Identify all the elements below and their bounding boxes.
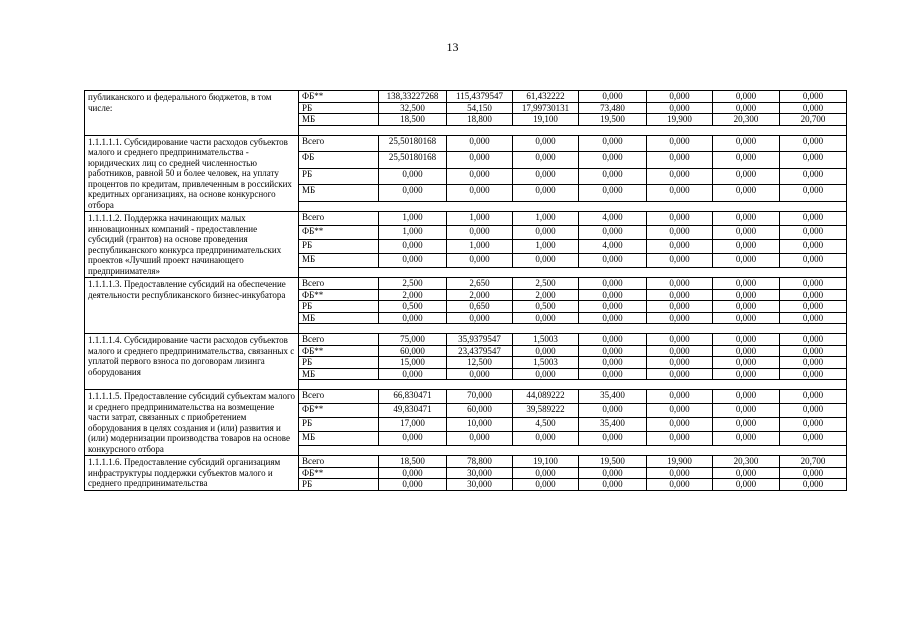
amount-cell: 0,000 xyxy=(447,254,513,268)
funding-source: МБ xyxy=(299,185,379,202)
amount-cell: 0,000 xyxy=(713,226,780,240)
amount-cell: 60,000 xyxy=(379,345,447,357)
amount-cell: 0,000 xyxy=(713,418,780,432)
amount-cell: 0,000 xyxy=(780,479,847,491)
amount-cell: 20,700 xyxy=(780,456,847,468)
amount-cell: 0,000 xyxy=(713,135,780,152)
amount-cell: 0,000 xyxy=(513,312,579,324)
amount-cell: 0,000 xyxy=(780,357,847,369)
measure-description: 1.1.1.1.3. Предоставление субсидий на обеспечение деятельности республиканского бизнес-инкубатора xyxy=(85,278,299,334)
amount-cell: 2,500 xyxy=(379,278,447,290)
amount-cell: 18,800 xyxy=(447,114,513,126)
amount-cell: 0,000 xyxy=(647,152,713,169)
amount-cell: 0,000 xyxy=(713,168,780,185)
amount-cell: 0,000 xyxy=(780,418,847,432)
amount-cell: 0,000 xyxy=(713,289,780,301)
amount-cell: 0,000 xyxy=(713,278,780,290)
amount-cell: 18,500 xyxy=(379,114,447,126)
funding-source: ФБ** xyxy=(299,91,379,103)
amount-cell: 0,000 xyxy=(713,334,780,346)
amount-cell: 1,5003 xyxy=(513,334,579,346)
funding-source: ФБ** xyxy=(299,289,379,301)
amount-cell: 0,000 xyxy=(647,168,713,185)
amount-cell: 0,000 xyxy=(579,404,647,418)
amount-cell: 0,000 xyxy=(579,432,647,446)
funding-source: Всего xyxy=(299,212,379,226)
amount-cell: 0,000 xyxy=(447,168,513,185)
amount-cell: 0,000 xyxy=(647,368,713,380)
amount-cell: 0,000 xyxy=(513,254,579,268)
amount-cell: 0,000 xyxy=(579,312,647,324)
table-row xyxy=(85,334,847,346)
amount-cell: 0,000 xyxy=(579,254,647,268)
amount-cell: 0,000 xyxy=(379,432,447,446)
amount-cell: 0,000 xyxy=(513,432,579,446)
amount-cell: 0,000 xyxy=(647,226,713,240)
amount-cell: 0,000 xyxy=(713,254,780,268)
amount-cell: 0,000 xyxy=(513,168,579,185)
amount-cell: 0,000 xyxy=(713,185,780,202)
amount-cell: 61,432222 xyxy=(513,91,579,103)
amount-cell: 0,000 xyxy=(780,185,847,202)
amount-cell: 0,000 xyxy=(780,312,847,324)
amount-cell: 0,000 xyxy=(579,226,647,240)
funding-source: ФБ** xyxy=(299,226,379,240)
amount-cell: 0,000 xyxy=(447,135,513,152)
amount-cell: 1,5003 xyxy=(513,357,579,369)
amount-cell: 19,100 xyxy=(513,456,579,468)
amount-cell: 19,900 xyxy=(647,114,713,126)
amount-cell: 0,000 xyxy=(579,91,647,103)
amount-cell: 115,4379547 xyxy=(447,91,513,103)
amount-cell: 0,000 xyxy=(647,135,713,152)
amount-cell: 2,000 xyxy=(447,289,513,301)
amount-cell: 20,700 xyxy=(780,114,847,126)
amount-cell: 2,650 xyxy=(447,278,513,290)
amount-cell: 0,000 xyxy=(579,368,647,380)
amount-cell: 0,000 xyxy=(780,404,847,418)
amount-cell: 0,000 xyxy=(647,404,713,418)
amount-cell: 0,000 xyxy=(647,289,713,301)
amount-cell: 0,000 xyxy=(513,368,579,380)
amount-cell: 0,000 xyxy=(780,345,847,357)
amount-cell: 0,000 xyxy=(780,368,847,380)
amount-cell: 0,000 xyxy=(513,345,579,357)
funding-source: РБ xyxy=(299,240,379,254)
amount-cell: 1,000 xyxy=(379,226,447,240)
amount-cell: 0,000 xyxy=(647,334,713,346)
amount-cell: 0,000 xyxy=(647,301,713,313)
spacer-cell xyxy=(299,202,847,212)
amount-cell: 0,500 xyxy=(513,301,579,313)
funding-source: РБ xyxy=(299,102,379,114)
table-row xyxy=(85,91,847,103)
amount-cell: 0,000 xyxy=(647,418,713,432)
amount-cell: 1,000 xyxy=(447,240,513,254)
funding-source: МБ xyxy=(299,368,379,380)
amount-cell: 0,000 xyxy=(513,226,579,240)
table-row xyxy=(85,212,847,226)
amount-cell: 0,000 xyxy=(780,467,847,479)
amount-cell: 0,000 xyxy=(713,212,780,226)
amount-cell: 2,500 xyxy=(513,278,579,290)
amount-cell: 35,400 xyxy=(579,418,647,432)
amount-cell: 17,99730131 xyxy=(513,102,579,114)
amount-cell: 0,000 xyxy=(647,278,713,290)
amount-cell: 0,000 xyxy=(713,432,780,446)
amount-cell: 0,000 xyxy=(780,102,847,114)
spacer-cell xyxy=(299,446,847,456)
measure-description: 1.1.1.1.5. Предоставление субсидий субъектам малого и среднего предпринимательства на возмещение части затрат, связанных с приобретением оборудования в целях создания и (или) развития и (или) модернизации производства товаров на основе конкурсного отбора xyxy=(85,390,299,456)
amount-cell: 1,000 xyxy=(447,212,513,226)
amount-cell: 4,000 xyxy=(579,240,647,254)
funding-source: Всего xyxy=(299,334,379,346)
amount-cell: 39,589222 xyxy=(513,404,579,418)
amount-cell: 0,000 xyxy=(713,404,780,418)
amount-cell: 60,000 xyxy=(447,404,513,418)
amount-cell: 0,000 xyxy=(379,185,447,202)
amount-cell: 10,000 xyxy=(447,418,513,432)
amount-cell: 0,000 xyxy=(780,278,847,290)
amount-cell: 0,000 xyxy=(780,152,847,169)
amount-cell: 78,800 xyxy=(447,456,513,468)
funding-source: МБ xyxy=(299,254,379,268)
amount-cell: 0,000 xyxy=(780,240,847,254)
funding-source: Всего xyxy=(299,135,379,152)
amount-cell: 0,000 xyxy=(780,334,847,346)
amount-cell: 0,000 xyxy=(780,168,847,185)
amount-cell: 15,000 xyxy=(379,357,447,369)
amount-cell: 0,000 xyxy=(379,368,447,380)
amount-cell: 32,500 xyxy=(379,102,447,114)
amount-cell: 0,650 xyxy=(447,301,513,313)
amount-cell: 0,000 xyxy=(713,312,780,324)
amount-cell: 0,000 xyxy=(447,368,513,380)
amount-cell: 0,000 xyxy=(447,185,513,202)
amount-cell: 30,000 xyxy=(447,467,513,479)
funding-source: РБ xyxy=(299,418,379,432)
amount-cell: 1,000 xyxy=(513,212,579,226)
amount-cell: 0,000 xyxy=(579,278,647,290)
amount-cell: 0,000 xyxy=(713,479,780,491)
amount-cell: 0,000 xyxy=(447,432,513,446)
amount-cell: 70,000 xyxy=(447,390,513,404)
measure-description: 1.1.1.1.4. Субсидирование части расходов субъектов малого и среднего предпринимательства, связанных с уплатой первого взноса по договорам лизинга оборудования xyxy=(85,334,299,390)
amount-cell: 0,000 xyxy=(447,226,513,240)
amount-cell: 0,000 xyxy=(780,212,847,226)
budget-table xyxy=(84,90,847,491)
funding-source: МБ xyxy=(299,432,379,446)
amount-cell: 0,000 xyxy=(579,479,647,491)
amount-cell: 2,000 xyxy=(379,289,447,301)
amount-cell: 4,000 xyxy=(579,212,647,226)
funding-source: Всего xyxy=(299,456,379,468)
table-row xyxy=(85,135,847,152)
funding-source: ФБ** xyxy=(299,467,379,479)
amount-cell: 19,900 xyxy=(647,456,713,468)
amount-cell: 0,000 xyxy=(780,135,847,152)
amount-cell: 0,000 xyxy=(579,334,647,346)
amount-cell: 0,000 xyxy=(713,345,780,357)
spacer-cell xyxy=(299,380,847,390)
amount-cell: 0,000 xyxy=(579,467,647,479)
amount-cell: 66,830471 xyxy=(379,390,447,404)
amount-cell: 0,000 xyxy=(647,185,713,202)
amount-cell: 0,000 xyxy=(379,168,447,185)
amount-cell: 0,000 xyxy=(647,390,713,404)
amount-cell: 0,000 xyxy=(647,479,713,491)
amount-cell: 19,500 xyxy=(579,456,647,468)
table-row xyxy=(85,456,847,468)
amount-cell: 0,000 xyxy=(647,432,713,446)
amount-cell: 25,50180168 xyxy=(379,152,447,169)
amount-cell: 0,000 xyxy=(713,357,780,369)
amount-cell: 49,830471 xyxy=(379,404,447,418)
amount-cell: 0,000 xyxy=(647,91,713,103)
amount-cell: 0,000 xyxy=(513,185,579,202)
funding-source: Всего xyxy=(299,390,379,404)
amount-cell: 0,000 xyxy=(579,168,647,185)
funding-source: РБ xyxy=(299,301,379,313)
budget-table-body xyxy=(85,91,847,491)
amount-cell: 0,000 xyxy=(780,432,847,446)
amount-cell: 0,000 xyxy=(713,152,780,169)
amount-cell: 0,000 xyxy=(447,152,513,169)
amount-cell: 0,000 xyxy=(780,226,847,240)
spacer-cell xyxy=(299,268,847,278)
amount-cell: 0,000 xyxy=(780,390,847,404)
amount-cell: 18,500 xyxy=(379,456,447,468)
amount-cell: 75,000 xyxy=(379,334,447,346)
spacer-cell xyxy=(299,324,847,334)
page-number: 13 xyxy=(446,40,459,54)
funding-source: ФБ** xyxy=(299,404,379,418)
funding-source: МБ xyxy=(299,312,379,324)
amount-cell: 0,000 xyxy=(579,345,647,357)
measure-description: 1.1.1.1.1. Субсидирование части расходов субъектов малого и среднего предпринимательства - юридических лиц со средней численностью работников, равной 50 и более человек, на уплату процентов по кредитам, привлеченным в российских кредитных организациях, на основе конкурсного отбора xyxy=(85,135,299,212)
amount-cell: 0,000 xyxy=(579,357,647,369)
amount-cell: 17,000 xyxy=(379,418,447,432)
amount-cell: 0,000 xyxy=(713,467,780,479)
measure-description: 1.1.1.1.2. Поддержка начинающих малых инновационных компаний - предоставление субсидий (грантов) на основе проведения республиканского конкурса предпринимательских проектов «Лучший проект начинающего предпринимателя» xyxy=(85,212,299,278)
funding-source: РБ xyxy=(299,479,379,491)
amount-cell: 0,000 xyxy=(379,467,447,479)
amount-cell: 0,000 xyxy=(713,102,780,114)
amount-cell: 0,000 xyxy=(647,212,713,226)
amount-cell: 138,33227268 xyxy=(379,91,447,103)
amount-cell: 20,300 xyxy=(713,456,780,468)
amount-cell: 0,000 xyxy=(379,312,447,324)
amount-cell: 0,000 xyxy=(513,467,579,479)
amount-cell: 35,9379547 xyxy=(447,334,513,346)
table-row xyxy=(85,390,847,404)
funding-source: ФБ xyxy=(299,152,379,169)
amount-cell: 0,000 xyxy=(579,135,647,152)
amount-cell: 0,000 xyxy=(780,301,847,313)
amount-cell: 0,000 xyxy=(713,91,780,103)
amount-cell: 0,000 xyxy=(713,301,780,313)
amount-cell: 0,000 xyxy=(713,240,780,254)
amount-cell: 1,000 xyxy=(379,212,447,226)
amount-cell: 44,089222 xyxy=(513,390,579,404)
funding-source: РБ xyxy=(299,168,379,185)
amount-cell: 0,000 xyxy=(647,467,713,479)
amount-cell: 0,000 xyxy=(513,479,579,491)
amount-cell: 12,500 xyxy=(447,357,513,369)
funding-source: МБ xyxy=(299,114,379,126)
amount-cell: 0,000 xyxy=(780,254,847,268)
amount-cell: 0,000 xyxy=(647,102,713,114)
amount-cell: 0,000 xyxy=(647,345,713,357)
amount-cell: 0,000 xyxy=(647,357,713,369)
amount-cell: 73,480 xyxy=(579,102,647,114)
amount-cell: 0,000 xyxy=(579,185,647,202)
measure-description: 1.1.1.1.6. Предоставление субсидий организациям инфраструктуры поддержки субъектов малого и среднего предпринимательства xyxy=(85,456,299,491)
amount-cell: 0,000 xyxy=(713,368,780,380)
amount-cell: 0,000 xyxy=(379,240,447,254)
amount-cell: 0,000 xyxy=(647,312,713,324)
amount-cell: 19,100 xyxy=(513,114,579,126)
amount-cell: 0,000 xyxy=(579,152,647,169)
amount-cell: 35,400 xyxy=(579,390,647,404)
amount-cell: 25,50180168 xyxy=(379,135,447,152)
amount-cell: 30,000 xyxy=(447,479,513,491)
amount-cell: 0,000 xyxy=(579,289,647,301)
amount-cell: 0,500 xyxy=(379,301,447,313)
amount-cell: 20,300 xyxy=(713,114,780,126)
amount-cell: 19,500 xyxy=(579,114,647,126)
amount-cell: 0,000 xyxy=(513,135,579,152)
funding-source: ФБ** xyxy=(299,345,379,357)
amount-cell: 4,500 xyxy=(513,418,579,432)
funding-source: Всего xyxy=(299,278,379,290)
amount-cell: 0,000 xyxy=(647,240,713,254)
amount-cell: 0,000 xyxy=(379,479,447,491)
table-row xyxy=(85,278,847,290)
amount-cell: 0,000 xyxy=(447,312,513,324)
amount-cell: 2,000 xyxy=(513,289,579,301)
amount-cell: 0,000 xyxy=(379,254,447,268)
measure-description: публиканского и федерального бюджетов, в том числе: xyxy=(85,91,299,136)
amount-cell: 0,000 xyxy=(713,390,780,404)
amount-cell: 1,000 xyxy=(513,240,579,254)
spacer-cell xyxy=(299,125,847,135)
amount-cell: 0,000 xyxy=(647,254,713,268)
amount-cell: 0,000 xyxy=(780,91,847,103)
funding-source: РБ xyxy=(299,357,379,369)
amount-cell: 23,4379547 xyxy=(447,345,513,357)
amount-cell: 54,150 xyxy=(447,102,513,114)
amount-cell: 0,000 xyxy=(579,301,647,313)
amount-cell: 0,000 xyxy=(513,152,579,169)
amount-cell: 0,000 xyxy=(780,289,847,301)
